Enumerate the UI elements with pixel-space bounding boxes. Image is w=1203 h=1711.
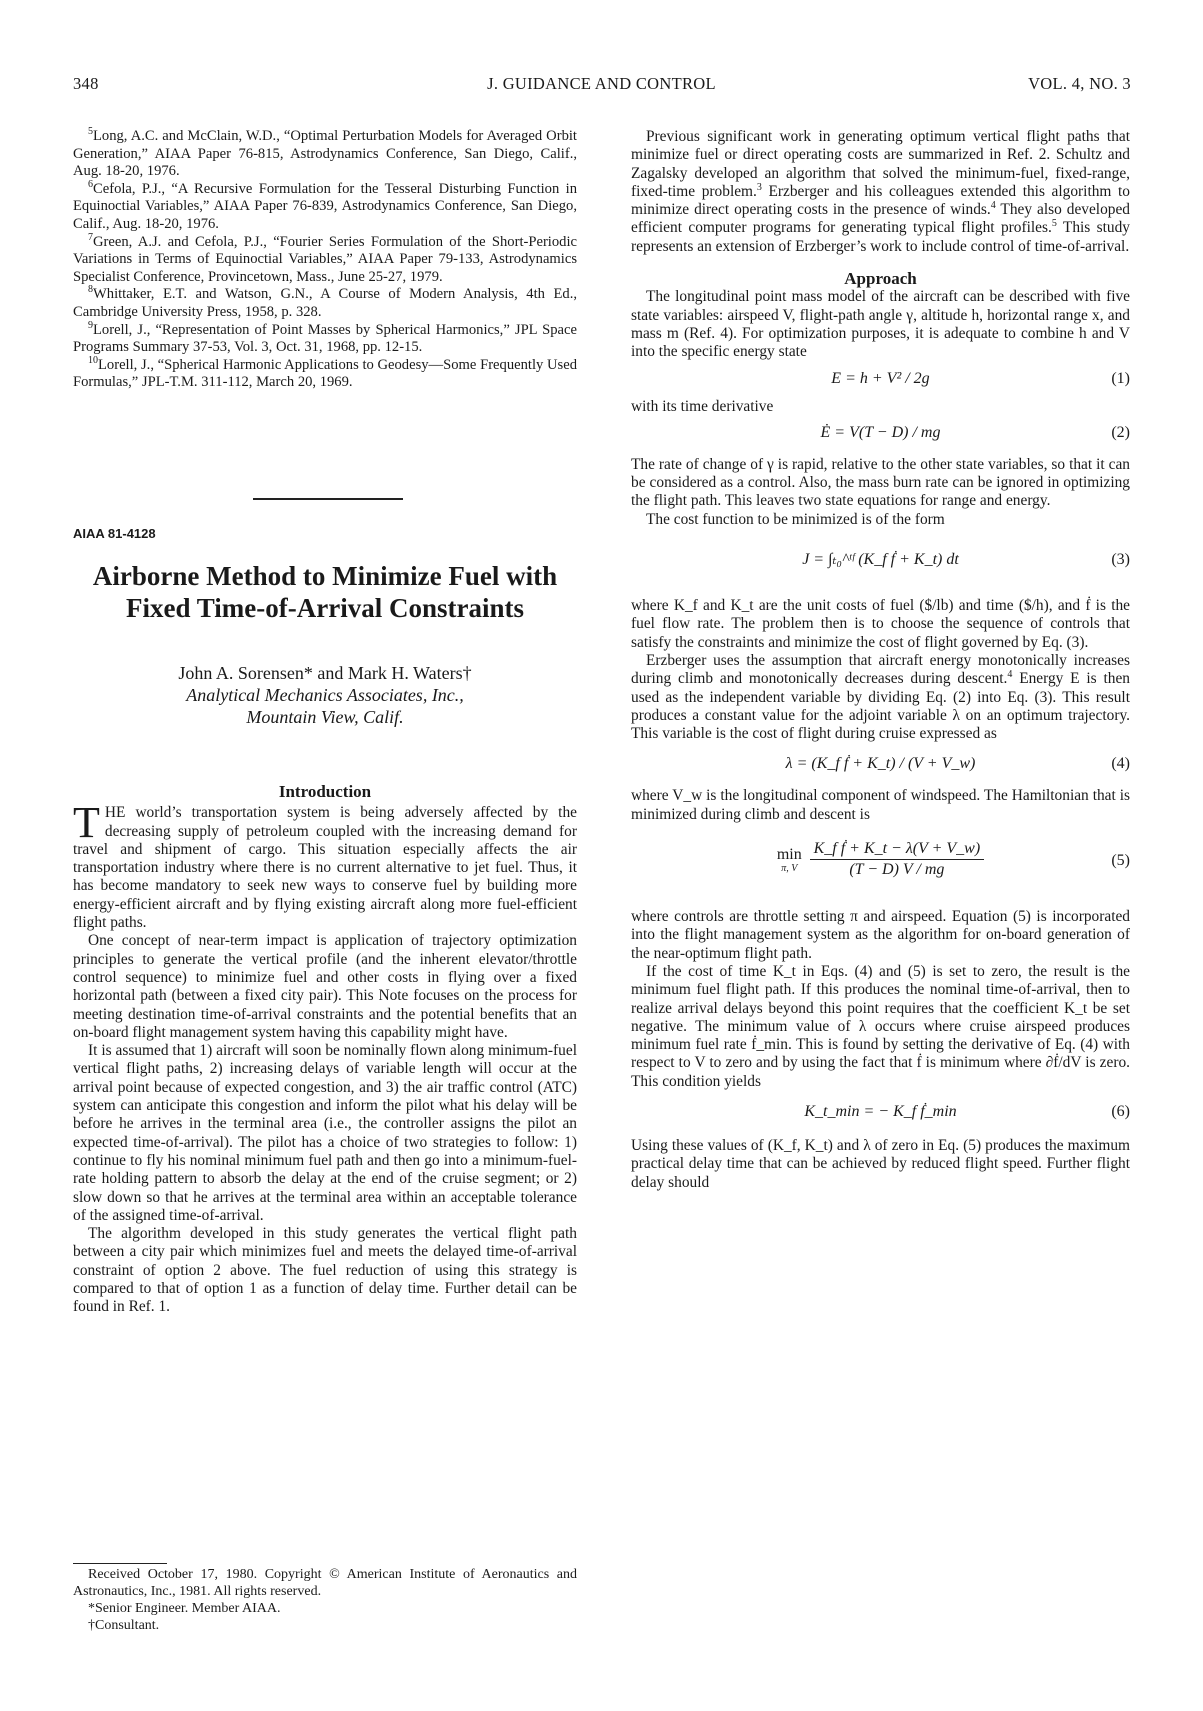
- author-footnote: *Senior Engineer. Member AIAA.: [88, 1601, 281, 1616]
- intro-paragraph: THE world’s transportation system is being adversely affected by the decreasing supply of petroleum coupled with the increasing demand for travel and shipment of cargo. This situation especially affects the air transportation industry where there is no current alternative to jet fuel. Thus, it has become mandatory to seek new ways to conserve fuel by building more energy-efficient aircraft and by flying existing aircraft along more fuel-efficient flight paths.: [73, 798, 577, 932]
- equation-2: Ė = V(T − D) / mg (2): [820, 423, 1130, 441]
- body-paragraph: Previous significant work in generating optimum vertical flight paths that minimize fuel or direct operating costs are summarized in Ref. 2. Schultz and Zagalsky developed an algorithm that solved the minimum-fuel, fixed-range, fixed-time problem.$^3$ Erzberger and his colleagues extended this algorithm to minimize direct operating costs in the presence of winds.$^4$ They also developed efficient computer programs for generating typical flight profiles.$^5$ This study represents an extension of Erzberger’s work to include control of time-of-arrival.: [631, 128, 1131, 255]
- received-note: Received October 17, 1980. Copyright © American Institute of Aeronautics and Astronautics, Inc., 1981. All rights reserved.: [73, 1567, 577, 1599]
- running-header: J. GUIDANCE AND CONTROL: [487, 74, 716, 93]
- body-paragraph: with its time derivative: [631, 397, 774, 415]
- section-divider: [253, 498, 403, 500]
- reference-list: [73, 128, 577, 392]
- author-footnote: †Consultant.: [88, 1618, 160, 1633]
- affiliation: Analytical Mechanics Associates, Inc.,: [186, 685, 464, 705]
- location: Mountain View, Calif.: [246, 707, 404, 727]
- body-paragraph: where V_w is the longitudinal component of windspeed. The Hamiltonian that is minimized during climb and descent is: [631, 787, 1130, 823]
- intro-paragraph: One concept of near-term impact is application of trajectory optimization principles to generate the vertical profile (and the inherent elevator/throttle control sequence) to minimize fuel and other costs in flying over a fixed horizontal path (between a fixed city pair). This Note focuses on the process for meeting destination time-of-arrival constraints and the potential benefits that an on-board flight management system having this capability might have.: [73, 932, 577, 1041]
- authors: John A. Sorensen* and Mark H. Waters†: [178, 663, 472, 683]
- page-number: 348: [73, 74, 99, 93]
- equation-3: J = ∫ₜ₀^ᵗᶠ (K_f ḟ + K_t) dt (3): [802, 551, 1130, 569]
- footnote-rule: [73, 1563, 167, 1564]
- equation-1: E = h + V² / 2g (1): [831, 369, 1130, 387]
- equation-5: min π, V $\frac{\text{K\_f ḟ + K\_t − λ(V + V\_w)}}{(T - D) V / mg}$ (5): [776, 840, 1130, 879]
- intro-paragraph: The algorithm developed in this study generates the vertical flight path between a city pair which minimizes fuel and meets the delayed time-of-arrival constraint of option 2 above. The fuel reduction of using this strategy is compared to that of option 1 as a function of delay time. Further detail can be found in Ref. 1.: [73, 1225, 577, 1316]
- right-column: [631, 128, 1130, 1192]
- introduction-heading: Introduction: [278, 782, 372, 801]
- body-paragraph: where controls are throttle setting π and airspeed. Equation (5) is incorporated into the flight management system as the algorithm for on-board generation of the near-optimum flight path.: [631, 908, 1130, 962]
- reference-item: $^7$Green, A.J. and Cefola, P.J., “Fourier Series Formulation of the Short-Periodic Variations in Terms of Equinoctial Variables,” AIAA Paper 79-133, Astrodynamics Specialist Conference, Provincetown, Mass., June 25-27, 1979.: [73, 231, 577, 285]
- reference-item: $^6$Cefola, P.J., “A Recursive Formulation for the Tesseral Disturbing Function in Equinoctial Variables,” AIAA Paper 76-839, Astrodynamics Conference, San Diego, Calif., Aug. 18-20, 1976.: [73, 178, 577, 232]
- introduction-section: [73, 783, 577, 1317]
- reference-item: $^9$Lorell, J., “Representation of Point Masses by Spherical Harmonics,” JPL Space Programs Summary 37-53, Vol. 3, Oct. 31, 1968, pp. 12-15.: [73, 319, 577, 356]
- equation-4: λ = (K_f ḟ + K_t) / (V + V_w) (4): [785, 755, 1130, 773]
- equation-6: K_t_min = − K_f ḟ_min (6): [804, 1102, 1130, 1120]
- body-paragraph: where K_f and K_t are the unit costs of fuel ($/lb) and time ($/h), and ḟ is the fuel flow rate. The problem then is to choose the sequence of controls that satisfy the constraints and minimize the cost of flight governed by Eq. (3).: [631, 597, 1130, 651]
- article-code: AIAA 81-4128: [73, 526, 156, 541]
- approach-heading: Approach: [844, 269, 917, 289]
- body-paragraph: Erzberger uses the assumption that aircraft energy monotonically increases during climb and monotonically decreases during descent.$^4$ Energy E is then used as the independent variable by dividing Eq. (2) into Eq. (3). This result produces a constant value for the adjoint variable λ on an optimum trajectory. This variable is the cost of flight during cruise expressed as: [631, 651, 1130, 743]
- body-paragraph: The rate of change of γ is rapid, relative to the other state variables, so that it can be considered as a control. Also, the mass burn rate can be ignored in optimizing the flight path. This leaves two state equations for range and energy.: [631, 455, 1130, 510]
- article-title: Airborne Method to Minimize Fuel with Fixed Time-of-Arrival Constraints: [92, 561, 558, 623]
- reference-item: $^8$Whittaker, E.T. and Watson, G.N., A Course of Modern Analysis, 4th Ed., Cambridge University Press, 1958, p. 328.: [73, 284, 577, 320]
- body-paragraph: If the cost of time K_t in Eqs. (4) and (5) is set to zero, the result is the minimum fuel flight path. If this produces the nominal time-of-arrival, then to realize arrival delays beyond this point requires that the coefficient K_t be set negative. The minimum value of λ occurs where cruise airspeed produces minimum fuel rate ḟ_min. This is found by setting the derivative of Eq. (4) with respect to V to zero and by using the fact that ḟ is minimum where ∂ḟ/dV is zero. This condition yields: [631, 962, 1130, 1090]
- intro-paragraph: It is assumed that 1) aircraft will soon be nominally flown along minimum-fuel vertical flight paths, 2) increasing delays of variable length will occur at the arrival point because of expected congestion, and 3) the air traffic control (ATC) system can anticipate this congestion and inform the pilot what his delay will be before he arrives in the terminal area (i.e., the controller assigns the pilot an expected time-of-arrival). The pilot has a choice of two strategies to follow: 1) continue to fly his nominal minimum fuel path and then go into a minimum-fuel-rate holding pattern to absorb the delay at the end of the cruise segment; or 2) slow down so that he arrives at the terminal area within an acceptable tolerance of the assigned time-of-arrival.: [73, 1042, 577, 1224]
- drop-cap: T: [73, 798, 100, 848]
- volume-number: VOL. 4, NO. 3: [1028, 74, 1131, 93]
- reference-item: $^{10}$Lorell, J., “Spherical Harmonic Applications to Geodesy—Some Frequently Used Formulas,” JPL-T.M. 311-112, March 20, 1969.: [73, 354, 577, 391]
- body-paragraph: The longitudinal point mass model of the aircraft can be described with five state variables: airspeed V, flight-path angle γ, altitude h, horizontal range x, and mass m (Ref. 4). For optimization purposes, it is adequate to combine h and V into the specific energy state: [631, 288, 1130, 361]
- footnotes: [73, 1566, 577, 1634]
- body-paragraph: Using these values of (K_f, K_t) and λ of zero in Eq. (5) produces the maximum practical delay time that can be achieved by reduced flight speed. Further flight delay should: [631, 1136, 1130, 1191]
- body-paragraph: The cost function to be minimized is of the form: [646, 510, 945, 528]
- author-block: [73, 662, 577, 728]
- reference-item: $^5$Long, A.C. and McClain, W.D., “Optimal Perturbation Models for Averaged Orbit Generation,” AIAA Paper 76-815, Astrodynamics Conference, San Diego, Calif., Aug. 18-20, 1976.: [73, 126, 577, 180]
